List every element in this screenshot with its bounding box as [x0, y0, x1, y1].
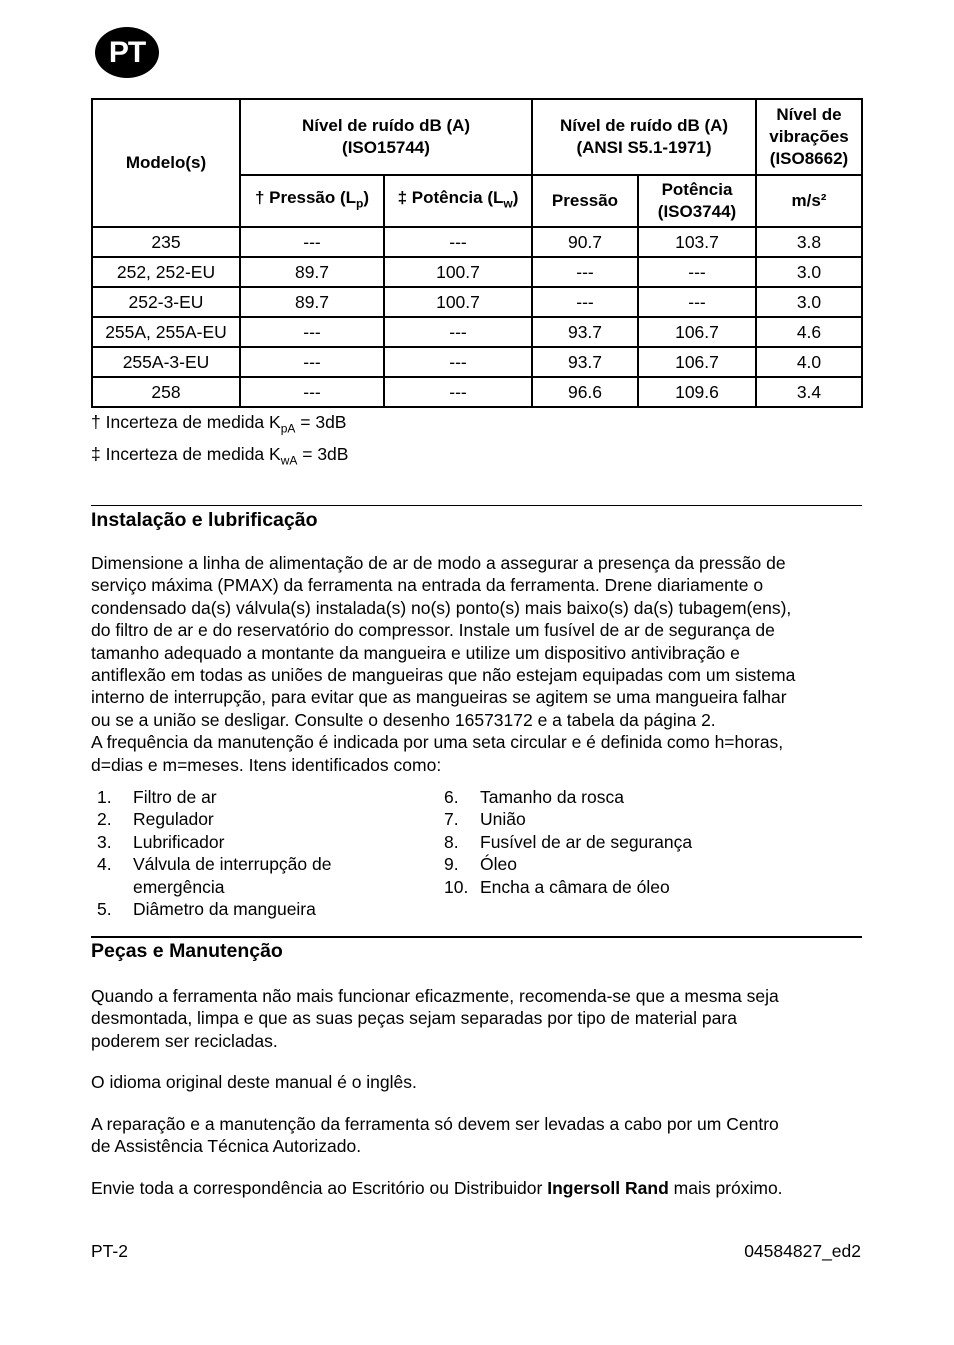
section-divider	[91, 505, 862, 506]
table-row: 235 --- --- 90.7 103.7 3.8	[92, 227, 862, 257]
list-item: 6. Tamanho da rosca	[444, 787, 624, 807]
parts-paragraph-2: O idioma original deste manual é o inglês.	[91, 1072, 417, 1092]
items-list-left	[91, 786, 411, 920]
table-row: 258 --- --- 96.6 109.6 3.4	[92, 377, 862, 407]
list-item: 5. Diâmetro da mangueira	[97, 899, 316, 920]
table-row: 255A, 255A-EU --- --- 93.7 106.7 4.6	[92, 317, 862, 347]
footnote-kwa: ‡ Incerteza de medida $K_{wA} = 3dB$	[91, 443, 349, 467]
header-ansi: Nível de ruído dB (A) (ANSI S5.1-1971)	[532, 99, 756, 175]
header-iso15744: Nível de ruído dB (A) (ISO15744)	[240, 99, 532, 175]
list-item: 8. Fusível de ar de segurança	[444, 831, 693, 852]
header-pressure-lp: † Pressão $(L_p)$	[240, 175, 384, 227]
parts-paragraph-4: Envie toda a correspondência ao Escritório ou Distribuidor Ingersoll Rand mais próximo.	[91, 1178, 783, 1198]
table-row: 255A-3-EU --- --- 93.7 106.7 4.0	[92, 347, 862, 377]
table-row: 252, 252-EU 89.7 100.7 --- --- 3.0	[92, 257, 862, 287]
header-power-lw: ‡ Potência $(L_w)$	[384, 175, 532, 227]
header-ansi-pressure: Pressão	[532, 175, 638, 227]
list-item: 1. Filtro de ar	[97, 787, 217, 807]
header-vib-unit: m/s²	[756, 175, 862, 227]
header-vibration: Nível de vibrações (ISO8662)	[756, 99, 862, 175]
list-item: 9. Óleo	[444, 854, 517, 875]
parts-paragraph-1: Quando a ferramenta não mais funcionar eficazmente, recomenda-se que a mesma seja desmontada, limpa e que as suas peças sejam separadas por tipo de material para poderem ser recicladas.	[91, 986, 779, 1051]
document-code: 04584827_ed2	[744, 1241, 861, 1261]
header-ansi-power: Potência (ISO3744)	[638, 175, 756, 227]
parts-paragraph-3: A reparação e a manutenção da ferramenta só devem ser levadas a cabo por um Centro de Assistência Técnica Autorizado.	[91, 1114, 779, 1157]
list-item: 2. Regulador	[97, 809, 214, 830]
list-item: 7. União	[444, 809, 526, 830]
list-item: 10. Encha a câmara de óleo	[444, 876, 670, 897]
install-paragraph: Dimensione a linha de alimentação de ar de modo a assegurar a presença da pressão de serviço máxima (PMAX) da ferramenta na entrada da ferramenta. Drene diariamente o condensado da(s) válvula(s) instalada(s) no(s) ponto(s) mais baixo(s) da(s) tubagem(ens), do filtro de ar e do reservatório do compressor. Instale um fusível de ar de segurança de tamanho adequado a montante da mangueira e utilize um dispositivo antivibração e antiflexão em todas as uniões de mangueiras que não estejam equipadas com um sistema interno de interrupção, para evitar que as mangueiras se agitem se uma mangueira falhar ou se a união se desligar. Consulte o desenho 16573172 e a tabela da página 2. A frequência da manutenção é indicada por uma seta circular e é definida como h=horas, d=dias e m=meses. Itens identificados como:	[91, 553, 796, 775]
footnote-kpa: † Incerteza de medida $K_{pA} = 3dB$	[91, 412, 347, 436]
items-list-right	[444, 786, 844, 898]
table-body	[92, 227, 862, 407]
header-models: Modelo(s)	[92, 99, 240, 227]
section-divider	[91, 936, 862, 938]
language-badge: PT	[95, 27, 159, 78]
brand-name: Ingersoll Rand	[547, 1178, 669, 1198]
list-item: 3. Lubrificador	[97, 831, 225, 852]
list-item: 4. Válvula de interrupção de emergência	[97, 854, 332, 897]
parts-heading: Peças e Manutenção	[91, 940, 283, 962]
install-heading: Instalação e lubrificação	[91, 509, 318, 531]
table-footnotes	[91, 410, 348, 473]
table-row: 252-3-EU 89.7 100.7 --- --- 3.0	[92, 287, 862, 317]
page-number: PT-2	[91, 1241, 128, 1261]
noise-vibration-table	[91, 98, 863, 408]
